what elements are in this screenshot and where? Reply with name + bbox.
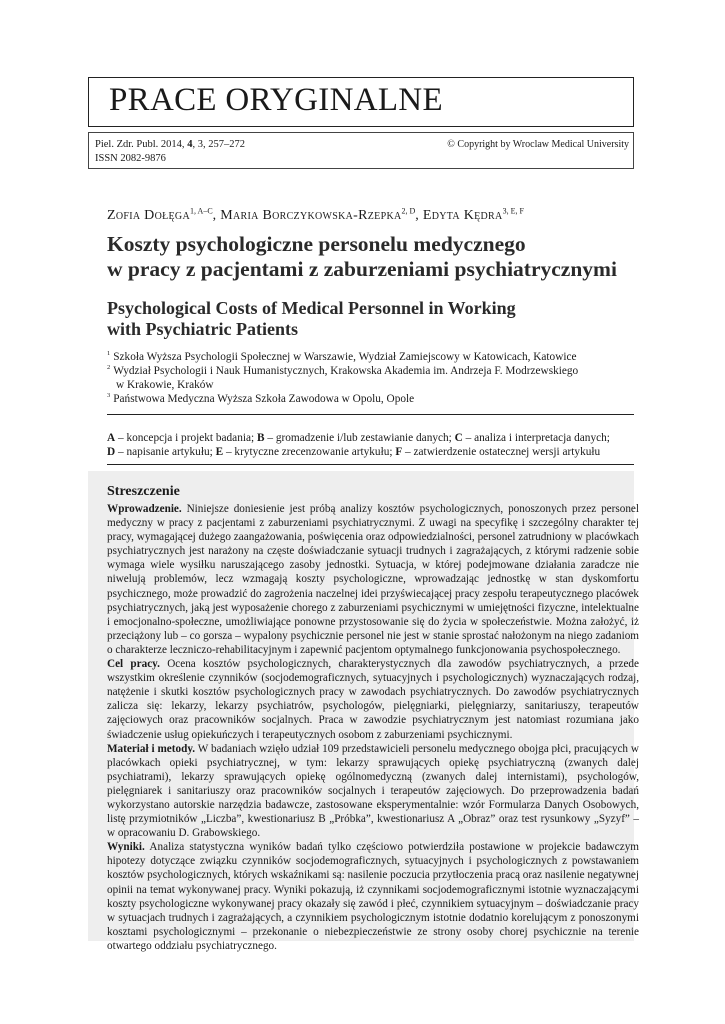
title-line: with Psychiatric Patients [107,319,298,339]
abstract-section-label: Materiał i metody. [107,742,196,755]
author-affiliation-marker: 3, E, F [502,206,524,216]
contribution-text: – analiza i interpretacja danych; [462,432,610,444]
abstract-section-text: Analiza statystyczna wyników badań tylko częściowo potwierdziła postawione w projekcie badawczym hipotezy dotyczące związku czynników socjodemograficznych, sytuacyjnych i psychologicznych z powstawaniem kosztów psychologicznych, których wskaźnikami są: nasilenie poczucia przytłoczenia pracą oraz nasilenie negatywnej opinii na temat wykonywanej pracy. Wyniki pokazują, iż czynnikami socjodemograficznymi istotnie wyznaczającymi koszty psychologiczne wykonywanej pracy okazały się zawód i płeć, czynnikiem sytuacyjnym – doświadczanie pracy w sytuacjach trudnych i zagrażających, a czynnikiem psychologicznym istotnie dodatnio korelującym z ponoszonymi kosztami psychologicznymi – przekonanie o niebezpieczeństwie ze strony osoby chorej psychicznie na terenie otwartego oddziału psychiatrycznego. [107,841,639,952]
journal-info-box [88,132,634,169]
author-contributions [107,431,634,459]
abstract-section-label: Wyniki. [107,841,145,854]
affiliation-text: Państwowa Medyczna Wyższa Szkoła Zawodowa w Opolu, Opole [113,393,415,405]
author-separator: , [212,208,221,223]
abstract-section-text: Niniejsze doniesienie jest próbą analizy kosztów psychologicznych, ponoszonych przez personel medyczny w pracy z pacjentami z zaburzeniami psychiatrycznymi. Z uwagi na specyfikę i szczególny charakter tej pracy, wymagającej dużego zaangażowania, poświęcenia oraz odpowiedzialności, personel zatrudniony w placówkach psychiatrycznych jest narażony na częste doświadczanie sytuacji trudnych i zagrażających, z którymi radzenie sobie wymaga wiele wysiłku naruszającego zasoby jednostki. Sytuacja, w której podejmowane działania zaradcze nie niwelują problemów, lecz wzmagają koszty psychologiczne, wprowadzając jednostkę w stan dyskomfortu psychicznego, może prowadzić do zagrożenia naczelnej idei przyświecającej pracy zespołu terapeutycznego placówek psychiatrycznych, jaką jest wyposażenie chorego z zaburzeniami psychicznymi w umiejętności fizyczne, intelektualne i emocjonalno-społeczne, umożliwiające ponowne przystosowanie się do życia w społeczeństwie. Można założyć, iż przeciążony lub – co gorsza – wypalony psychicznie personel nie jest w stanie sprostać nałożonym na niego zadaniom o charakterze leczniczo-rehabilitacyjnym i zapewnić pacjentom optymalnego funkcjonowania psychospołecznego. [107,503,639,656]
abstract-section-label: Wprowadzenie. [107,503,182,515]
article-title-english [107,298,627,340]
abstract-paragraph [107,502,639,657]
author-name: Maria Borczykowska-Rzepka [220,208,402,223]
contribution-letter: D [107,446,116,458]
title-line: w pracy z pacjentami z zaburzeniami psychiatrycznymi [107,257,617,281]
author-name: Edyta Kędra [422,208,503,223]
affiliation-3 [107,392,627,406]
affiliation-number: 2 [107,364,111,372]
citation-prefix: Piel. Zdr. Publ. 2014, [95,139,188,150]
affiliation-number: 1 [107,350,111,358]
abstract-section-label: Cel pracy. [107,658,160,671]
section-header-box [88,77,634,127]
citation-volume: 4 [187,139,193,150]
contribution-text: – napisanie artykułu; [115,446,216,458]
affiliation-2 [107,364,627,392]
abstract-paragraph [107,657,639,742]
citation [95,138,245,151]
affiliation-text: Wydział Psychologii i Nauk Humanistycznych, Krakowska Akademia im. Andrzeja F. Modrzewskiego [113,365,579,377]
contribution-letter: E [215,446,224,458]
contribution-text: – gromadzenie i/lub zestawianie danych; [264,432,455,444]
author-name: Zofia Dołęga [107,208,190,223]
abstract-section-text: Ocena kosztów psychologicznych, charakterystycznych dla zawodów psychiatrycznych, a przede wszystkim określenie czynników (socjodemograficznych, sytuacyjnych i psychologicznych) wyznaczających rodzaj, natężenie i skutki kosztów psychologicznych pracy w zawodach psychiatrycznych. Do zawodów psychiatrycznych zalicza się: lekarzy, lekarzy psychiatrów, psychologów, pielęgniarki, pielęgniarzy, sanitariuszy, terapeutów zajęciowych oraz pracowników socjalnych. Praca w zawodzie psychiatrycznym jest natomiast rozumiana jako świadczenie usług opiekuńczych i terapeutycznych osobom z zaburzeniami psychicznymi. [107,658,639,741]
contribution-text: – krytyczne zrecenzowanie artykułu; [223,446,396,458]
abstract-paragraph [107,742,639,841]
author-affiliation-marker: 2, D [401,206,416,216]
abstract-paragraph [107,840,639,953]
author-affiliation-marker: 1, A–C [189,206,213,216]
affiliation-1 [107,350,627,364]
contribution-letter: C [454,432,463,444]
affiliation-text-continued: w Krakowie, Kraków [116,379,214,391]
copyright-notice: © Copyright by Wroclaw Medical University [447,139,629,150]
abstract-section-text: W badaniach wzięło udział 109 przedstawicieli personelu medycznego obojga płci, pracujących w placówkach opieki psychiatrycznej, w tym: lekarzy sprawujących opiekę psychiatryczną (zwanych dalej psychiatrami), lekarzy sprawujących opiekę ogólnomedyczną (zwanych dalej internistami), psychologów, pielęgniarek i sanitariuszy oraz pracowników socjalnych i terapeutów zajęciowych. Do przeprowadzenia badań wykorzystano autorskie narzędzia badawcze, zastosowane eksperymentalnie: wzór Formularza Danych Osobowych, listę przymiotników „Liczba”, kwestionariusz B „Próbka”, kwestionariusz A „Obraz” oraz test rysunkowy „Syzyf” – w opracowaniu D. Grabowskiego. [107,742,639,840]
contribution-text: – zatwierdzenie ostatecznej wersji artykułu [402,446,601,458]
abstract-body [107,502,639,953]
contribution-letter: A [107,432,116,444]
issn: ISSN 2082-9876 [95,153,166,164]
contribution-letter: F [395,446,403,458]
article-title-polish [107,232,627,282]
title-line: Koszty psychologiczne personelu medycznego [107,232,526,256]
abstract-heading: Streszczenie [107,484,180,499]
contribution-text: – koncepcja i projekt badania; [115,432,257,444]
citation-suffix: , 3, 257–272 [192,139,245,150]
contribution-letter: B [256,432,265,444]
author-separator: , [415,208,423,223]
journal-section-title: PRACE ORYGINALNE [109,82,443,118]
affiliation-text: Szkoła Wyższa Psychologii Społecznej w Warszawie, Wydział Zamiejscowy w Katowicach, Katowice [113,351,577,363]
title-line: Psychological Costs of Medical Personnel in Working [107,298,516,318]
divider [107,414,634,415]
author-list [107,208,524,224]
affiliation-number: 3 [107,392,111,400]
divider [107,464,634,465]
